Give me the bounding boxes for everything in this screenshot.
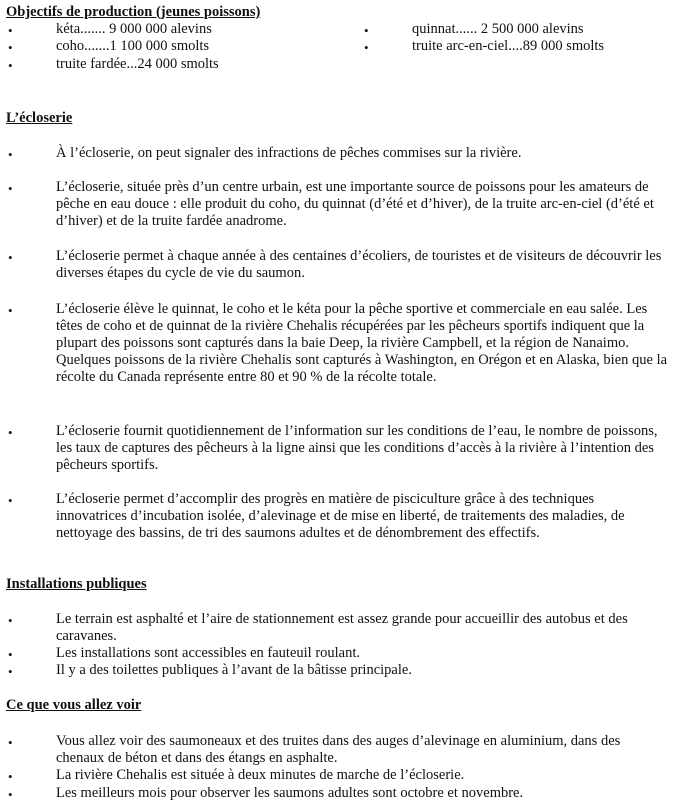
bullet-icon: • <box>8 425 13 440</box>
installations-item: Il y a des toilettes publiques à l’avant de la bâtisse principale. <box>56 662 412 678</box>
bullet-icon: • <box>8 250 13 265</box>
bullet-icon: • <box>8 147 13 162</box>
voir-heading: Ce que vous allez voir <box>6 697 142 713</box>
bullet-icon: • <box>8 40 13 55</box>
bullet-icon: • <box>8 58 13 73</box>
bullet-icon: • <box>8 493 13 508</box>
ecloserie-item: À l’écloserie, on peut signaler des infractions de pêches commises sur la rivière. <box>56 145 522 161</box>
bullet-icon: • <box>8 769 13 784</box>
ecloserie-item: L’écloserie, située près d’un centre urbain, est une importante source de poissons pour les amateurs de pêche en eau douce : elle produit du coho, du quinnat (d’été et d’hiver), de la truite arc-en-ciel (d’été et d’hiver) et de la truite fardée anadrome. <box>56 179 654 229</box>
voir-item: Les meilleurs mois pour observer les saumons adultes sont octobre et novembre. <box>56 785 524 801</box>
ecloserie-item: L’écloserie fournit quotidiennement de l’information sur les conditions de l’eau, le nombre de poissons, les taux de captures des pêcheurs à la ligne ainsi que les conditions d’accès à la rivière à l’intention des pêcheurs sportifs. <box>56 423 658 473</box>
bullet-icon: • <box>8 181 13 196</box>
bullet-icon: • <box>364 23 369 38</box>
installations-item: Le terrain est asphalté et l’aire de stationnement est assez grande pour accueillir des autobus et des caravanes. <box>56 611 628 644</box>
bullet-icon: • <box>8 664 13 679</box>
production-item-keta: kéta....... 9 000 000 alevins <box>56 21 212 37</box>
production-heading: Objectifs de production (jeunes poissons) <box>6 4 261 20</box>
installations-heading: Installations publiques <box>6 576 147 592</box>
bullet-icon: • <box>8 613 13 628</box>
bullet-icon: • <box>8 647 13 662</box>
bullet-icon: • <box>8 23 13 38</box>
voir-item: La rivière Chehalis est située à deux minutes de marche de l’écloserie. <box>56 767 465 783</box>
production-item-truite-arc-en-ciel: truite arc-en-ciel....89 000 smolts <box>412 38 605 54</box>
ecloserie-item: L’écloserie élève le quinnat, le coho et le kéta pour la pêche sportive et commerciale en eau salée. Les têtes de coho et de quinnat de la rivière Chehalis récupérées par les pêcheurs sportifs indiquent que la plupart des poissons sont capturés dans la baie Deep, la rivière Campbell, et la région de Nanaimo. Quelques poissons de la rivière Chehalis sont capturés à Washington, en Orégon et en Alaska, bien que la récolte du Canada représente entre 80 et 90 % de la récolte totale. <box>56 301 668 385</box>
ecloserie-heading: L’écloserie <box>6 110 73 126</box>
ecloserie-item: L’écloserie permet à chaque année à des centaines d’écoliers, de touristes et de visiteurs de découvrir les diverses étapes du cycle de vie du saumon. <box>56 248 662 281</box>
installations-item: Les installations sont accessibles en fauteuil roulant. <box>56 645 361 661</box>
bullet-icon: • <box>364 40 369 55</box>
bullet-icon: • <box>8 303 13 318</box>
production-item-quinnat: quinnat...... 2 500 000 alevins <box>412 21 584 37</box>
voir-item: Vous allez voir des saumoneaux et des truites dans des auges d’alevinage en aluminium, dans des chenaux de béton et dans des étangs en asphalte. <box>56 733 621 766</box>
bullet-icon: • <box>8 787 13 802</box>
production-item-coho: coho.......1 100 000 smolts <box>56 38 210 54</box>
ecloserie-item: L’écloserie permet d’accomplir des progrès en matière de pisciculture grâce à des techniques innovatrices d’incubation isolée, d’alevinage et de mise en liberté, de traitements des maladies, de nettoyage des bassins, de tri des saumons adultes et de dénombrement des effectifs. <box>56 491 625 541</box>
bullet-icon: • <box>8 735 13 750</box>
production-item-truite-fardee: truite fardée...24 000 smolts <box>56 56 219 72</box>
